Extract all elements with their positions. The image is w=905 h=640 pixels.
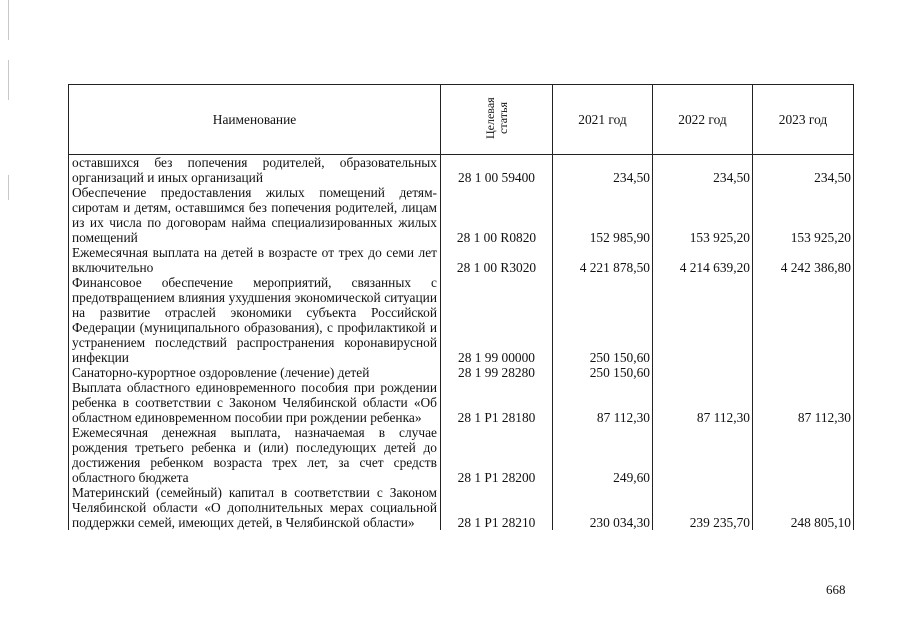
row-name: Санаторно-курортное оздоровление (лечение) детей [69,365,441,380]
header-year-2022: 2022 год [653,85,753,155]
table-row [69,365,854,380]
row-code: 28 1 00 R3020 [441,245,553,275]
row-amount-2021: 152 985,90 [553,185,653,245]
row-code: 28 1 00 59400 [441,155,553,186]
row-code: 28 1 99 28280 [441,365,553,380]
row-amount-2023 [753,275,854,365]
row-name: Ежемесячная выплата на детей в возрасте от трех до семи лет включительно [69,245,441,275]
scan-edge-mark [8,0,9,40]
table-row [69,185,854,245]
page-number: 668 [826,582,846,597]
row-amount-2021: 87 112,30 [553,380,653,425]
row-amount-2021: 250 150,60 [553,365,653,380]
header-code-label: Целевая статья [482,97,510,139]
row-code: 28 1 P1 28200 [441,425,553,485]
row-amount-2021: 250 150,60 [553,275,653,365]
table-row [69,380,854,425]
header-year-2021: 2021 год [553,85,653,155]
row-name: Выплата областного единовременного пособия при рождении ребенка в соответствии с Законом Челябинской области «Об областном единовременном пособии при рождении ребенка» [69,380,441,425]
row-amount-2023: 234,50 [753,155,854,186]
row-amount-2022: 4 214 639,20 [653,245,753,275]
budget-table [68,84,854,530]
row-name: Финансовое обеспечение мероприятий, связанных с предотвращением влияния ухудшения экономической ситуации на развитие отраслей экономики субъекта Российской Федерации (муниципального образования), с профилактикой и устранением последствий распространения коронавирусной инфекции [69,275,441,365]
scan-edge-mark [8,175,9,200]
row-amount-2022 [653,365,753,380]
row-amount-2022 [653,425,753,485]
row-amount-2022: 239 235,70 [653,485,753,530]
row-code: 28 1 99 00000 [441,275,553,365]
header-code [441,85,553,155]
table-row [69,155,854,186]
table-row [69,485,854,530]
row-amount-2023: 87 112,30 [753,380,854,425]
row-amount-2023: 4 242 386,80 [753,245,854,275]
row-amount-2023: 153 925,20 [753,185,854,245]
row-amount-2023: 248 805,10 [753,485,854,530]
header-year-2023: 2023 год [753,85,854,155]
row-amount-2023 [753,365,854,380]
row-amount-2021: 234,50 [553,155,653,186]
row-amount-2022: 234,50 [653,155,753,186]
row-name: Обеспечение предоставления жилых помещений детям-сиротам и детям, оставшимся без попечения родителей, лицам из их числа по договорам найма специализированных жилых помещений [69,185,441,245]
header-name: Наименование [69,85,441,155]
row-amount-2023 [753,425,854,485]
row-amount-2022: 87 112,30 [653,380,753,425]
table-row [69,275,854,365]
row-code: 28 1 00 R0820 [441,185,553,245]
row-amount-2021: 230 034,30 [553,485,653,530]
table-header-row [69,85,854,155]
scan-edge-mark [8,60,9,100]
budget-table-container [68,84,853,530]
table-row [69,425,854,485]
row-amount-2021: 4 221 878,50 [553,245,653,275]
row-name: Ежемесячная денежная выплата, назначаемая в случае рождения третьего ребенка и (или) последующих детей до достижения ребенком возраста трех лет, за счет средств областного бюджета [69,425,441,485]
row-amount-2022: 153 925,20 [653,185,753,245]
row-code: 28 1 P1 28210 [441,485,553,530]
table-row [69,245,854,275]
row-code: 28 1 P1 28180 [441,380,553,425]
row-amount-2021: 249,60 [553,425,653,485]
row-amount-2022 [653,275,753,365]
row-name: оставшихся без попечения родителей, образовательных организаций и иных организаций [69,155,441,186]
row-name: Материнский (семейный) капитал в соответствии с Законом Челябинской области «О дополнительных мерах социальной поддержки семей, имеющих детей, в Челябинской области» [69,485,441,530]
